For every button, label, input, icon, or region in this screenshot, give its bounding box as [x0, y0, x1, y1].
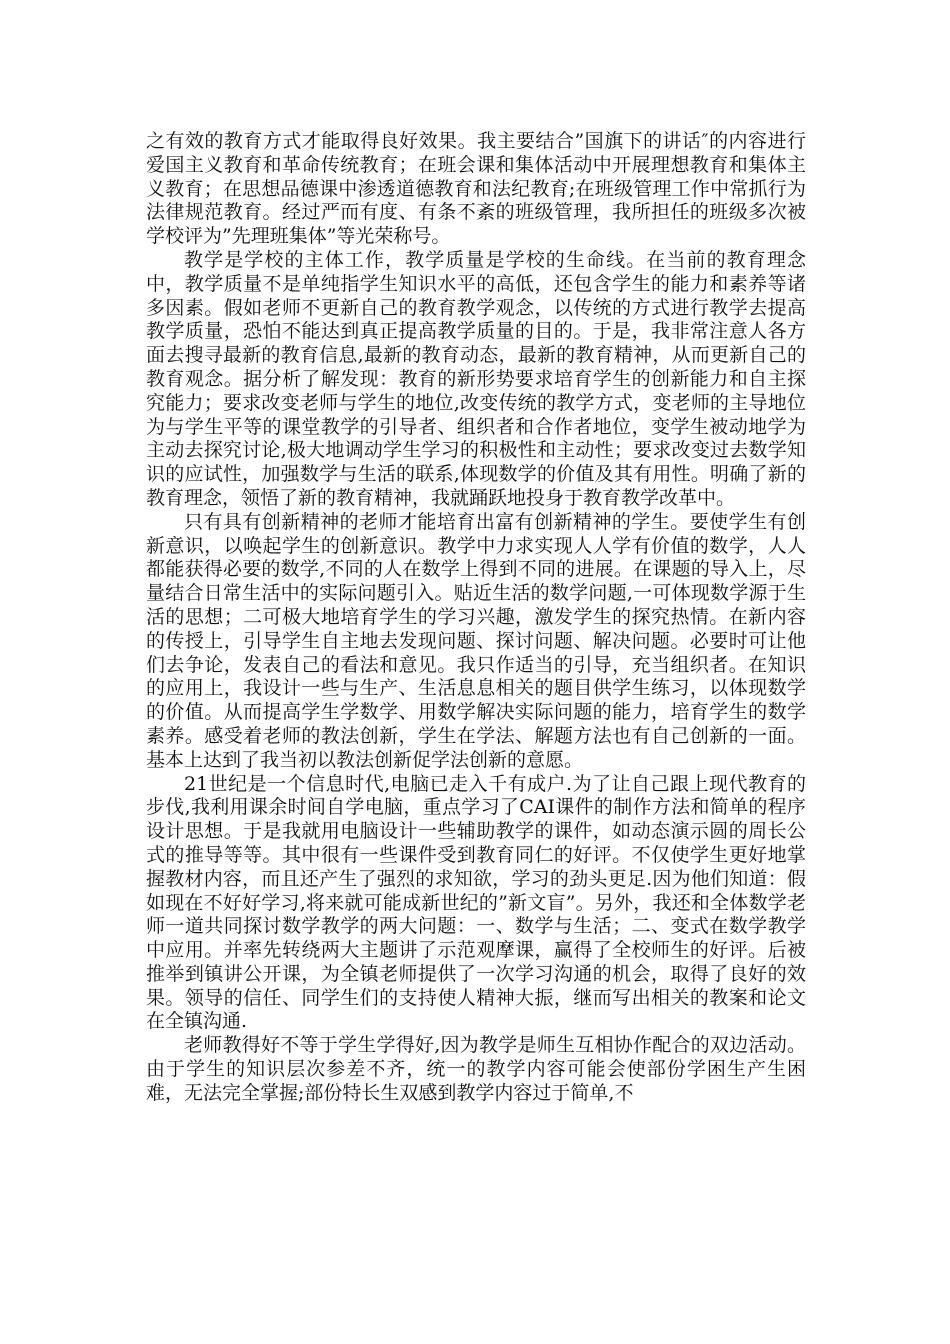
paragraph-4: 21世纪是一个信息时代,电脑已走入千有成户.为了让自己跟上现代教育的步伐,我利用课余时间自学电脑，重点学习了CAI课件的制作方法和简单的程序设计思想。于是我就用电脑设计一些辅助教学的课件，如动态演示圆的周长公式的推导等等。其中很有一些课件受到教育同仁的好评。不仅使学生更好地掌握教材内容，而且还产生了强烈的求知欲，学习的劲头更足.因为他们知道：假如现在不好好学习,将来就可能成新世纪的”新文盲”。另外，我还和全体数学老师一道共同探讨数学教学的两大问题：一、数学与生活；二、变式在数学教学中应用。并率先转绕两大主题讲了示范观摩课，赢得了全校师生的好评。后被推举到镇讲公开课，为全镇老师提供了一次学习沟通的机会，取得了良好的效果。领导的信任、同学生们的支持使人精神大振，继而写出相关的教案和论文在全镇沟通.: [146, 772, 806, 1033]
paragraph-3: 只有具有创新精神的老师才能培育出富有创新精神的学生。要使学生有创新意识，以唤起学生的创新意识。教学中力求实现人人学有价值的数学，人人都能获得必要的数学,不同的人在数学上得到不同的进展。在课题的导入上，尽量结合日常生活中的实际问题引入。贴近生活的数学问题,一可体现数学源于生活的思想；二可极大地培育学生的学习兴趣，激发学生的探究热情。在新内容的传授上，引导学生自主地去发现问题、探讨问题、解决问题。必要时可让他们去争论，发表自己的看法和意见。我只作适当的引导，充当组织者。在知识的应用上，我设计一些与生产、生活息息相关的题目供学生练习，以体现数学的价值。从而提高学生学数学、用数学解决实际问题的能力，培育学生的数学素养。感受着老师的教法创新，学生在学法、解题方法也有自己创新的一面。基本上达到了我当初以教法创新促学法创新的意愿。: [146, 510, 806, 771]
paragraph-2: 教学是学校的主体工作，教学质量是学校的生命线。在当前的教育理念中，教学质量不是单纯指学生知识水平的高低，还包含学生的能力和素养等诸多因素。假如老师不更新自己的教育教学观念，以传统的方式进行教学去提高教学质量，恐怕不能达到真正提高教学质量的目的。于是，我非常注意人各方面去搜寻最新的教育信息,最新的教育动态，最新的教育精神，从而更新自己的教育观念。据分析了解发现：教育的新形势要求培育学生的创新能力和自主探究能力；要求改变老师与学生的地位,改变传统的教学方式，变老师的主导地位为与学生平等的课堂教学的引导者、组织者和合作者地位，变学生被动地学为主动去探究讨论,极大地调动学生学习的积极性和主动性；要求改变过去数学知识的应试性，加强数学与生活的联系,体现数学的价值及其有用性。明确了新的教育理念，领悟了新的教育精神，我就踊跃地投身于教育教学改革中。: [146, 248, 806, 509]
paragraph-5: 老师教得好不等于学生学得好,因为教学是师生互相协作配合的双边活动。由于学生的知识层次参差不齐，统一的教学内容可能会使部份学困生产生困难，无法完全掌握;部份特长生双感到教学内容过于简单,不: [146, 1034, 806, 1104]
body-text: [146, 130, 806, 1106]
paragraph-1: 之有效的教育方式才能取得良好效果。我主要结合”国旗下的讲话″的内容进行爱国主义教育和革命传统教育；在班会课和集体活动中开展理想教育和集体主义教育；在思想品德课中渗透道德教育和法纪教育;在班级管理工作中常抓行为法律规范教育。经过严而有度、有条不紊的班级管理，我所担任的班级多次被学校评为”先理班集体”等光荣称号。: [146, 130, 806, 248]
